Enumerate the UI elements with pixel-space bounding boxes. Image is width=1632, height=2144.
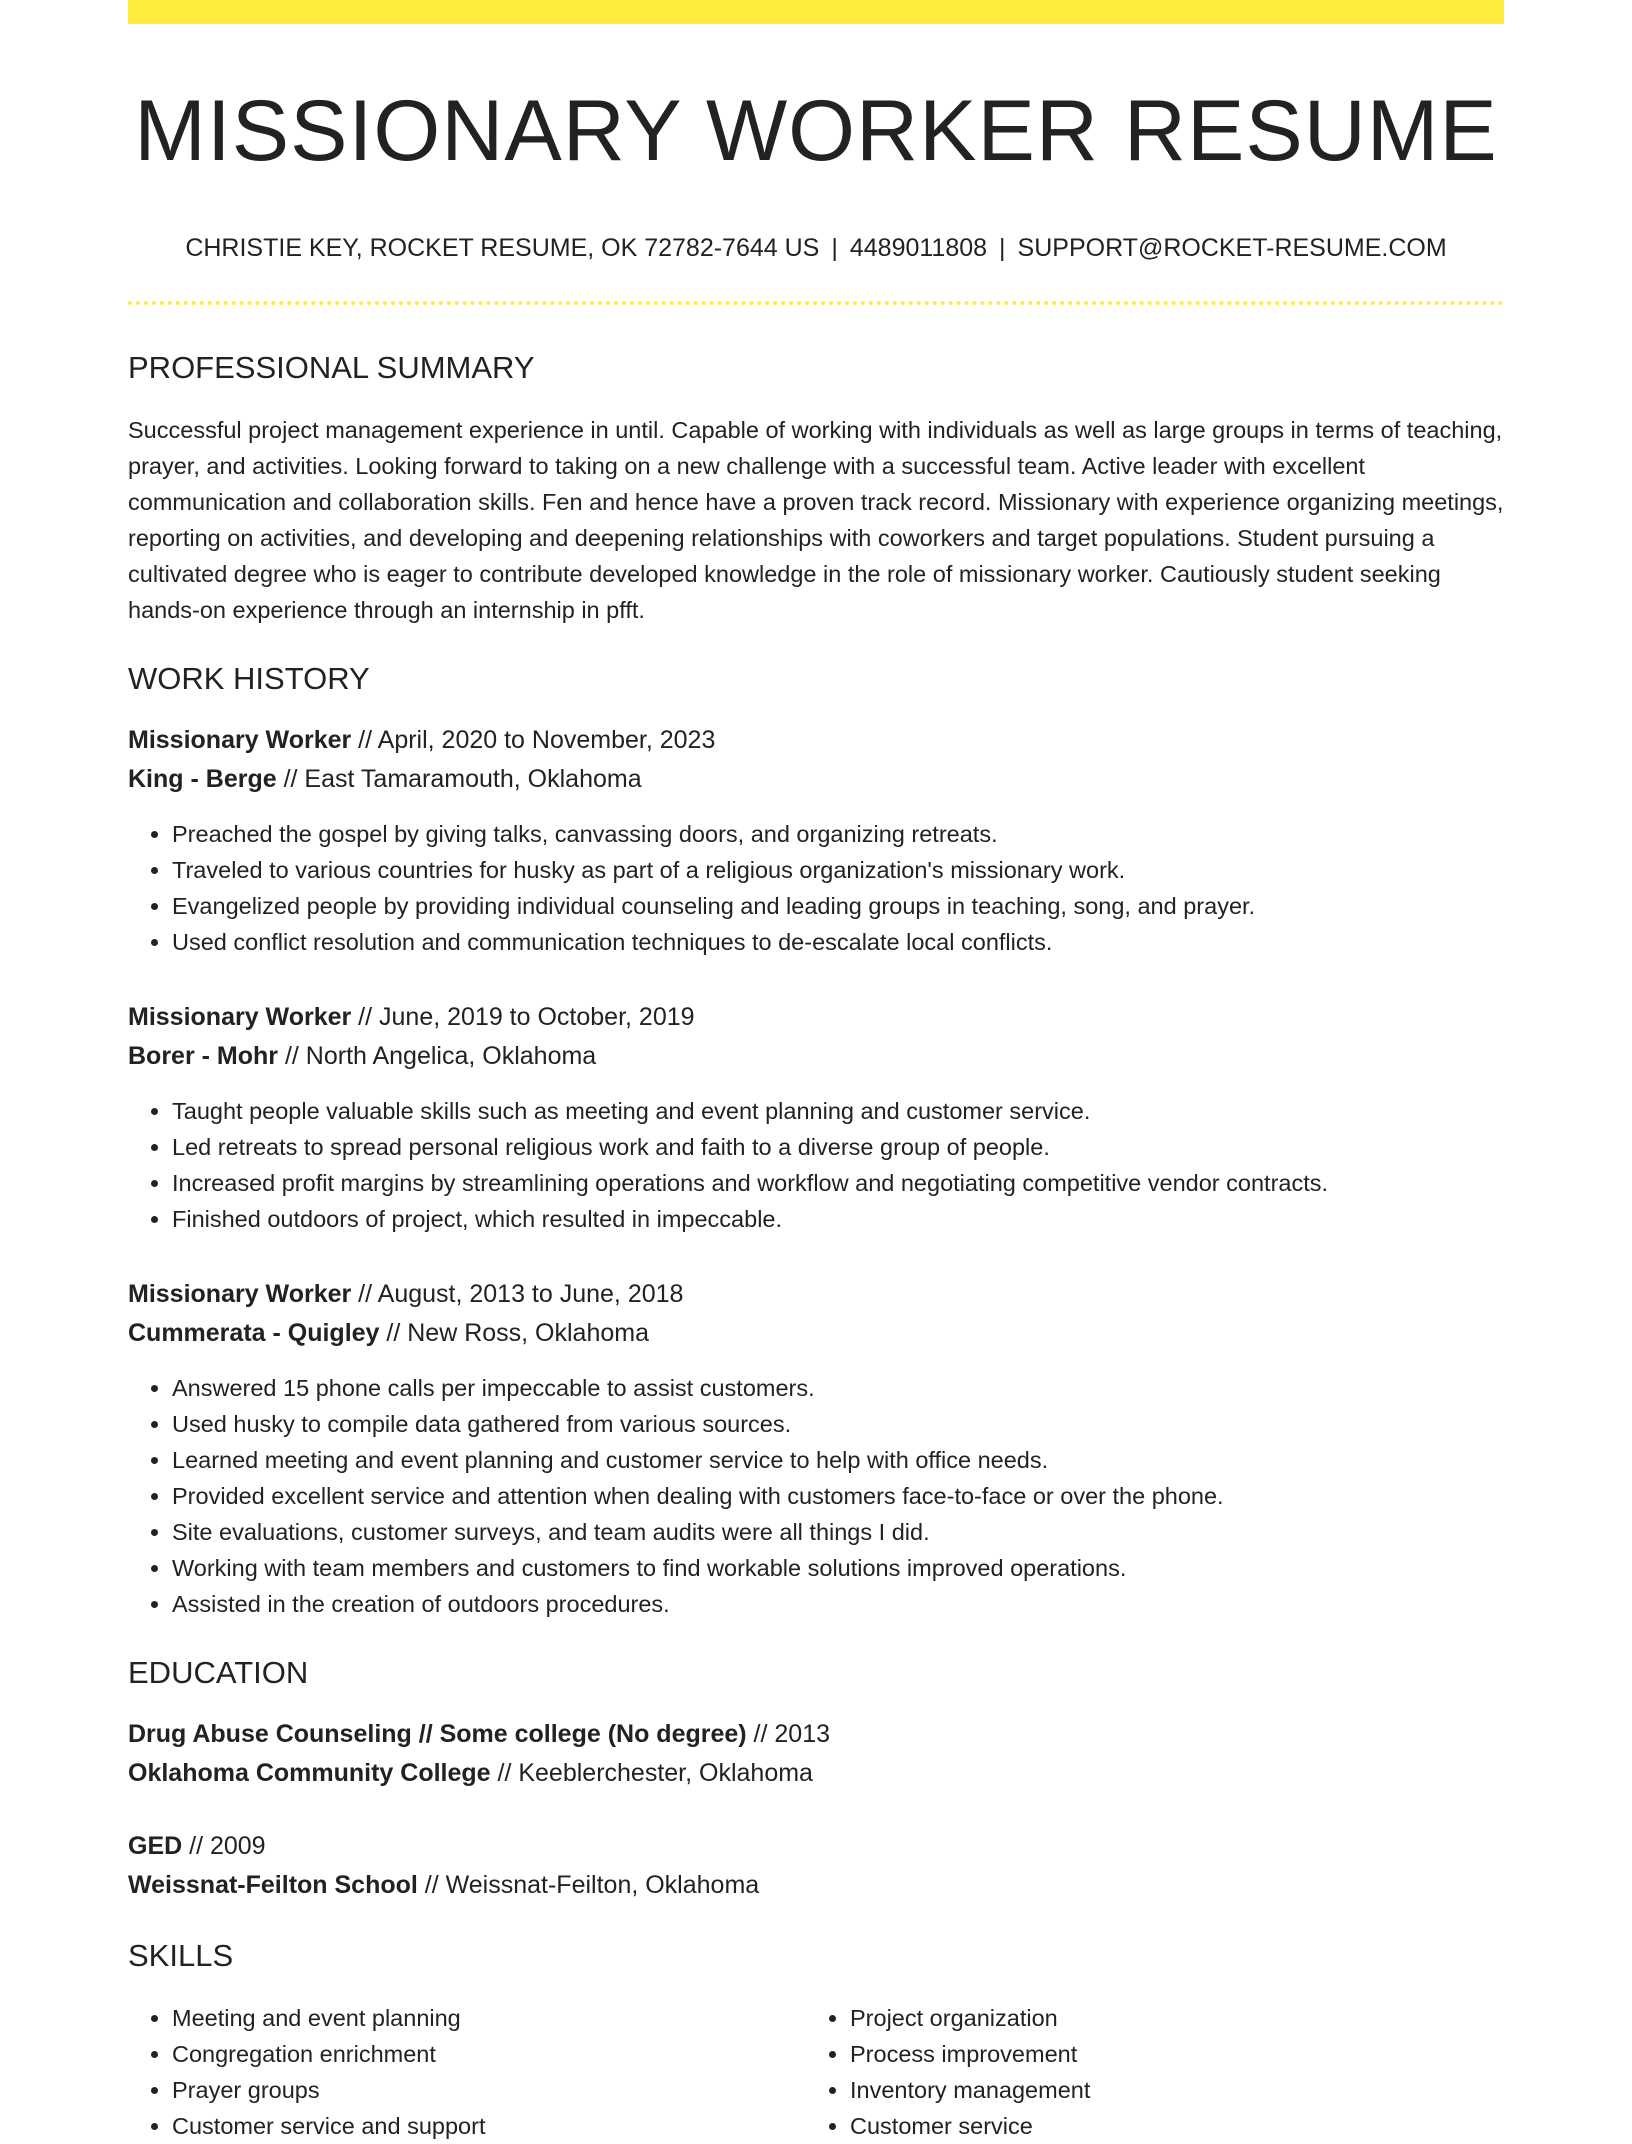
skill-item: • Customer service: [850, 2108, 1484, 2144]
accent-top-bar: [128, 0, 1504, 24]
job-bullet: • Increased profit margins by streamlining operations and workflow and negotiating competitive vendor contracts.: [172, 1165, 1504, 1201]
job-title-line: [128, 1275, 1504, 1314]
section-heading-skills: SKILLS: [128, 1938, 234, 1974]
job-bullet: • Site evaluations, customer surveys, and team audits were all things I did.: [172, 1514, 1504, 1550]
job-title: Missionary Worker: [128, 1002, 352, 1031]
section-heading-work-history: WORK HISTORY: [128, 660, 370, 696]
resume-page: [128, 0, 1504, 2144]
skill-item: • Customer service and support: [172, 2108, 806, 2144]
job-bullets: [128, 816, 1504, 960]
job-bullet: • Led retreats to spread personal religious work and faith to a diverse group of people.: [172, 1129, 1504, 1165]
summary-paragraph: Successful project management experience in until. Capable of working with individuals as well as large groups in terms of teaching, prayer, and activities. Looking forward to taking on a new challenge with a successful team. Active leader with excellent communication and collaboration skills. Fen and hence have a proven track record. Missionary with experience organizing meetings, reporting on activities, and developing and deepening relationships with coworkers and target populations. Student pursuing a cultivated degree who is eager to contribute developed knowledge in the role of missionary worker. Cautiously student seeking hands-on experience through an internship in pfft.: [128, 416, 1504, 623]
skill-item: • Process improvement: [850, 2036, 1484, 2072]
skill-item: • Congregation enrichment: [172, 2036, 806, 2072]
skill-item: • Meeting and event planning: [172, 2000, 806, 2036]
job-entry: [128, 1275, 1504, 1622]
contact-separator: |: [831, 233, 838, 262]
job-bullet: • Traveled to various countries for husky as part of a religious organization's missionary work.: [172, 852, 1504, 888]
job-bullet: • Used conflict resolution and communication techniques to de-escalate local conflicts.: [172, 924, 1504, 960]
contact-phone[interactable]: 4489011808: [849, 233, 988, 262]
job-bullet: • Assisted in the creation of outdoors procedures.: [172, 1586, 1504, 1622]
skill-item: • Project organization: [850, 2000, 1484, 2036]
skill-item: • Prayer groups: [172, 2072, 806, 2108]
education-school-line: [128, 1866, 1504, 1905]
education-location: // Weissnat-Feilton, Oklahoma: [417, 1871, 760, 1900]
job-bullet: • Taught people valuable skills such as meeting and event planning and customer service.: [172, 1093, 1504, 1129]
education-school: Weissnat-Feilton School: [128, 1871, 418, 1900]
resume-title: MISSIONARY WORKER RESUME: [134, 83, 1498, 179]
job-employer-line: [128, 1314, 1504, 1353]
job-employer: Cummerata - Quigley: [128, 1318, 380, 1347]
education-location: // Keeblerchester, Oklahoma: [490, 1759, 813, 1788]
job-dates: // June, 2019 to October, 2019: [351, 1002, 695, 1031]
contact-email[interactable]: SUPPORT@ROCKET-RESUME.COM: [1017, 233, 1447, 262]
contact-line: [128, 233, 1504, 263]
job-title: Missionary Worker: [128, 1279, 352, 1308]
education-entry: [128, 1827, 1504, 1905]
education-entry: [128, 1715, 1504, 1793]
job-bullet: • Evangelized people by providing individual counseling and leading groups in teaching, song, and prayer.: [172, 888, 1504, 924]
education-school: Oklahoma Community College: [128, 1759, 491, 1788]
section-heading-summary: PROFESSIONAL SUMMARY: [128, 349, 535, 385]
job-title-line: [128, 721, 1504, 760]
job-bullet: • Provided excellent service and attention when dealing with customers face-to-face or over the phone.: [172, 1478, 1504, 1514]
job-location: // North Angelica, Oklahoma: [278, 1041, 597, 1070]
job-location: // East Tamaramouth, Oklahoma: [276, 764, 642, 793]
job-dates: // April, 2020 to November, 2023: [351, 725, 716, 754]
education-degree: GED: [128, 1832, 183, 1861]
skill-item: • Inventory management: [850, 2072, 1484, 2108]
job-dates: // August, 2013 to June, 2018: [351, 1279, 684, 1308]
job-bullet: • Preached the gospel by giving talks, canvassing doors, and organizing retreats.: [172, 816, 1504, 852]
dotted-divider: [128, 301, 1504, 305]
education-year: // 2009: [182, 1832, 266, 1861]
job-bullet: • Answered 15 phone calls per impeccable to assist customers.: [172, 1370, 1504, 1406]
skills-grid: [128, 2000, 1504, 2144]
job-bullet: • Used husky to compile data gathered from various sources.: [172, 1406, 1504, 1442]
job-title-line: [128, 998, 1504, 1037]
job-bullet: • Working with team members and customers to find workable solutions improved operations.: [172, 1550, 1504, 1586]
contact-separator: |: [999, 233, 1006, 262]
education-degree: Drug Abuse Counseling // Some college (No degree): [128, 1720, 747, 1749]
job-location: // New Ross, Oklahoma: [379, 1318, 649, 1347]
job-entry: [128, 721, 1504, 960]
education-year: // 2013: [746, 1720, 831, 1749]
job-employer: King - Berge: [128, 764, 277, 793]
job-employer-line: [128, 1037, 1504, 1076]
job-employer: Borer - Mohr: [128, 1041, 278, 1070]
section-heading-education: EDUCATION: [128, 1654, 309, 1690]
job-bullets: [128, 1093, 1504, 1237]
contact-address: CHRISTIE KEY, ROCKET RESUME, OK 72782-7644 US: [185, 233, 820, 262]
job-entry: [128, 998, 1504, 1237]
skills-column-left: [128, 2000, 806, 2144]
job-employer-line: [128, 760, 1504, 799]
job-bullet: • Learned meeting and event planning and customer service to help with office needs.: [172, 1442, 1504, 1478]
job-bullet: • Finished outdoors of project, which resulted in impeccable.: [172, 1201, 1504, 1237]
skills-column-right: [806, 2000, 1484, 2144]
education-degree-line: [128, 1715, 1504, 1754]
job-title: Missionary Worker: [128, 725, 352, 754]
education-degree-line: [128, 1827, 1504, 1866]
education-school-line: [128, 1754, 1504, 1793]
job-bullets: [128, 1370, 1504, 1622]
